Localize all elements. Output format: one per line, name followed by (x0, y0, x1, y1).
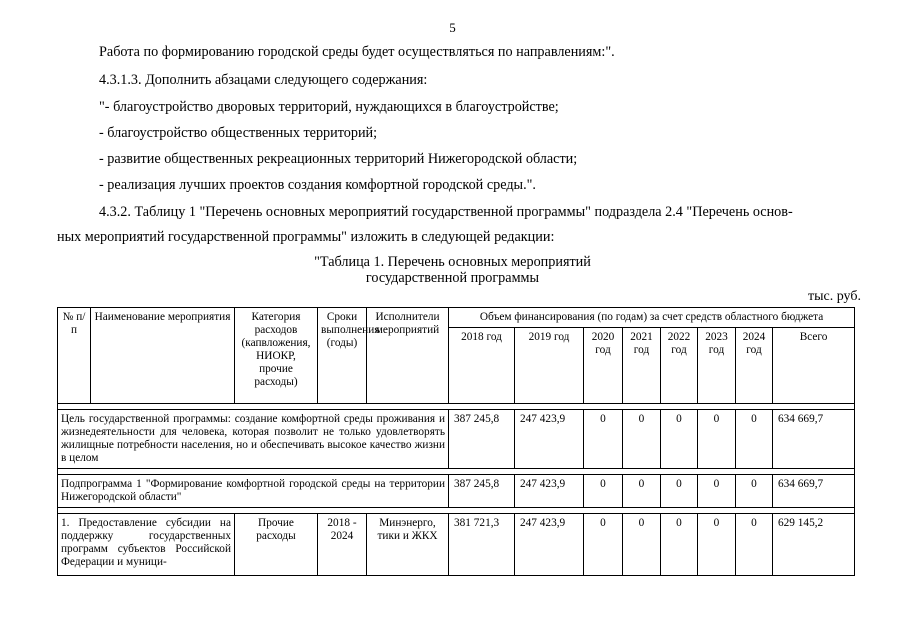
header-category: Категория расходов (капвложения, НИОКР, прочие расходы) (235, 308, 318, 404)
measure-1-terms: 2018 - 2024 (318, 514, 367, 576)
measure-1-total: 629 145,2 (773, 514, 855, 576)
goal-2022: 0 (661, 410, 698, 469)
subprogram-2024: 0 (736, 475, 773, 508)
goal-2019: 247 423,9 (515, 410, 584, 469)
goal-name: Цель государственной программы: создание комфортной среды проживания и жизнедеятельности для человека, которая позволит не только удовлетворять жилищные потребности населения, но и обеспечивать высокое качество жизни в целом (58, 410, 449, 469)
financing-table (57, 307, 855, 576)
table-row-measure-1 (58, 514, 855, 576)
measure-1-name: 1. Предоставление субсидии на поддержку государственных программ субъектов Российской Федерации и муници- (58, 514, 235, 576)
paragraph-6: - реализация лучших проектов создания комфортной городской среды.". (99, 177, 536, 193)
goal-2023: 0 (698, 410, 736, 469)
table-caption-line1: "Таблица 1. Перечень основных мероприятий (314, 254, 591, 270)
goal-2024: 0 (736, 410, 773, 469)
paragraph-8: ных мероприятий государственной программы" изложить в следующей редакции: (57, 229, 555, 245)
paragraph-1: Работа по формированию городской среды будет осуществляться по направлениям:". (99, 44, 615, 60)
year-2019: 2019 год (515, 328, 584, 404)
subprogram-2023: 0 (698, 475, 736, 508)
table-row-goal (58, 410, 855, 469)
measure-1-category: Прочие расходы (235, 514, 318, 576)
year-2023: 2023 год (698, 328, 736, 404)
year-2022: 2022 год (661, 328, 698, 404)
header-num: № п/п (58, 308, 91, 404)
paragraph-4: - благоустройство общественных территорий; (99, 125, 378, 141)
year-total: Всего (773, 328, 855, 404)
subprogram-2020: 0 (584, 475, 623, 508)
subprogram-name: Подпрограмма 1 "Формирование комфортной городской среды на территории Нижегородской области" (58, 475, 449, 508)
table-caption (0, 254, 905, 286)
header-name: Наименование мероприятия (91, 308, 235, 404)
measure-1-executors: Минэнерго, тики и ЖКХ (367, 514, 449, 576)
subprogram-2019: 247 423,9 (515, 475, 584, 508)
paragraph-7: 4.3.2. Таблицу 1 "Перечень основных мероприятий государственной программы" подраздела 2.4 "Перечень основ- (99, 204, 793, 220)
table-caption-line2: государственной программы (365, 270, 540, 286)
goal-total: 634 669,7 (773, 410, 855, 469)
table-row-subprogram (58, 475, 855, 508)
subprogram-2021: 0 (623, 475, 661, 508)
paragraph-2: 4.3.1.3. Дополнить абзацами следующего содержания: (99, 72, 428, 88)
header-executors: Исполнители мероприятий (367, 308, 449, 404)
goal-2018: 387 245,8 (449, 410, 515, 469)
subprogram-2022: 0 (661, 475, 698, 508)
measure-1-2024: 0 (736, 514, 773, 576)
paragraph-5: - развитие общественных рекреационных территорий Нижегородской области; (99, 151, 578, 167)
subprogram-2018: 387 245,8 (449, 475, 515, 508)
paragraph-3: "- благоустройство дворовых территорий, нуждающихся в благоустройстве; (99, 99, 559, 115)
measure-1-2021: 0 (623, 514, 661, 576)
measure-1-2018: 381 721,3 (449, 514, 515, 576)
measure-1-2020: 0 (584, 514, 623, 576)
header-financing: Объем финансирования (по годам) за счет средств областного бюджета (449, 308, 855, 328)
goal-2021: 0 (623, 410, 661, 469)
measure-1-2023: 0 (698, 514, 736, 576)
goal-2020: 0 (584, 410, 623, 469)
year-2024: 2024 год (736, 328, 773, 404)
year-2020: 2020 год (584, 328, 623, 404)
measure-1-2019: 247 423,9 (515, 514, 584, 576)
page-number: 5 (449, 20, 456, 35)
table-header-row (58, 308, 855, 328)
measure-1-2022: 0 (661, 514, 698, 576)
year-2018: 2018 год (449, 328, 515, 404)
header-terms: Сроки выполнения (годы) (318, 308, 367, 404)
subprogram-total: 634 669,7 (773, 475, 855, 508)
units-label: тыс. руб. (808, 289, 861, 304)
year-2021: 2021 год (623, 328, 661, 404)
